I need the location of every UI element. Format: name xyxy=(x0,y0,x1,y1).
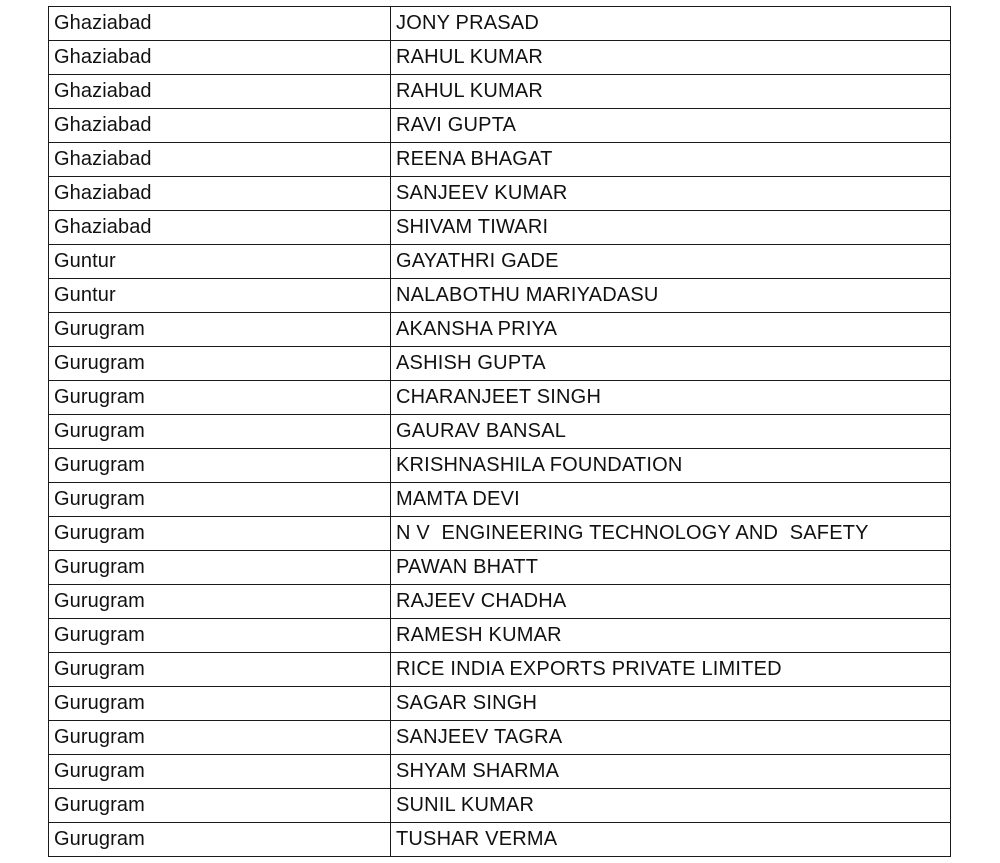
city-cell[interactable]: Guntur xyxy=(49,245,391,279)
name-cell[interactable]: RAMESH KUMAR xyxy=(391,619,951,653)
table-body xyxy=(49,7,951,857)
table-row xyxy=(49,143,951,177)
city-name-table xyxy=(48,6,951,857)
name-cell[interactable]: RAVI GUPTA xyxy=(391,109,951,143)
spreadsheet-table-region xyxy=(48,6,950,857)
city-cell[interactable]: Gurugram xyxy=(49,789,391,823)
name-cell[interactable]: PAWAN BHATT xyxy=(391,551,951,585)
table-row xyxy=(49,551,951,585)
table-row xyxy=(49,449,951,483)
city-cell[interactable]: Gurugram xyxy=(49,347,391,381)
city-cell[interactable]: Gurugram xyxy=(49,551,391,585)
name-cell[interactable]: NALABOTHU MARIYADASU xyxy=(391,279,951,313)
name-cell[interactable]: SUNIL KUMAR xyxy=(391,789,951,823)
name-cell[interactable]: AKANSHA PRIYA xyxy=(391,313,951,347)
city-cell[interactable]: Gurugram xyxy=(49,653,391,687)
name-cell[interactable]: TUSHAR VERMA xyxy=(391,823,951,857)
table-row xyxy=(49,619,951,653)
table-row xyxy=(49,415,951,449)
table-row xyxy=(49,381,951,415)
name-cell[interactable]: RAHUL KUMAR xyxy=(391,41,951,75)
name-cell[interactable]: GAURAV BANSAL xyxy=(391,415,951,449)
table-row xyxy=(49,517,951,551)
table-row xyxy=(49,211,951,245)
city-cell[interactable]: Gurugram xyxy=(49,313,391,347)
table-row xyxy=(49,653,951,687)
table-row xyxy=(49,313,951,347)
table-row xyxy=(49,177,951,211)
table-row xyxy=(49,789,951,823)
name-cell[interactable]: SANJEEV KUMAR xyxy=(391,177,951,211)
city-cell[interactable]: Ghaziabad xyxy=(49,75,391,109)
table-row xyxy=(49,585,951,619)
table-row xyxy=(49,347,951,381)
city-cell[interactable]: Gurugram xyxy=(49,585,391,619)
table-row xyxy=(49,687,951,721)
name-cell[interactable]: SHIVAM TIWARI xyxy=(391,211,951,245)
city-cell[interactable]: Ghaziabad xyxy=(49,41,391,75)
name-cell[interactable]: SHYAM SHARMA xyxy=(391,755,951,789)
table-row xyxy=(49,823,951,857)
city-cell[interactable]: Ghaziabad xyxy=(49,211,391,245)
name-cell[interactable]: RAHUL KUMAR xyxy=(391,75,951,109)
table-row xyxy=(49,721,951,755)
city-cell[interactable]: Ghaziabad xyxy=(49,143,391,177)
table-row xyxy=(49,483,951,517)
table-row xyxy=(49,41,951,75)
name-cell[interactable]: RICE INDIA EXPORTS PRIVATE LIMITED xyxy=(391,653,951,687)
city-cell[interactable]: Gurugram xyxy=(49,687,391,721)
name-cell[interactable]: GAYATHRI GADE xyxy=(391,245,951,279)
table-row xyxy=(49,75,951,109)
city-cell[interactable]: Gurugram xyxy=(49,381,391,415)
name-cell[interactable]: N V ENGINEERING TECHNOLOGY AND SAFETY xyxy=(391,517,951,551)
table-row xyxy=(49,109,951,143)
table-row xyxy=(49,279,951,313)
city-cell[interactable]: Gurugram xyxy=(49,755,391,789)
city-cell[interactable]: Gurugram xyxy=(49,483,391,517)
name-cell[interactable]: JONY PRASAD xyxy=(391,7,951,41)
table-row xyxy=(49,7,951,41)
city-cell[interactable]: Ghaziabad xyxy=(49,109,391,143)
name-cell[interactable]: KRISHNASHILA FOUNDATION xyxy=(391,449,951,483)
city-cell[interactable]: Guntur xyxy=(49,279,391,313)
city-cell[interactable]: Ghaziabad xyxy=(49,177,391,211)
city-cell[interactable]: Gurugram xyxy=(49,415,391,449)
name-cell[interactable]: SANJEEV TAGRA xyxy=(391,721,951,755)
name-cell[interactable]: MAMTA DEVI xyxy=(391,483,951,517)
city-cell[interactable]: Gurugram xyxy=(49,721,391,755)
city-cell[interactable]: Gurugram xyxy=(49,517,391,551)
name-cell[interactable]: RAJEEV CHADHA xyxy=(391,585,951,619)
name-cell[interactable]: SAGAR SINGH xyxy=(391,687,951,721)
table-row xyxy=(49,755,951,789)
city-cell[interactable]: Gurugram xyxy=(49,619,391,653)
city-cell[interactable]: Ghaziabad xyxy=(49,7,391,41)
name-cell[interactable]: CHARANJEET SINGH xyxy=(391,381,951,415)
table-row xyxy=(49,245,951,279)
name-cell[interactable]: ASHISH GUPTA xyxy=(391,347,951,381)
city-cell[interactable]: Gurugram xyxy=(49,823,391,857)
city-cell[interactable]: Gurugram xyxy=(49,449,391,483)
name-cell[interactable]: REENA BHAGAT xyxy=(391,143,951,177)
